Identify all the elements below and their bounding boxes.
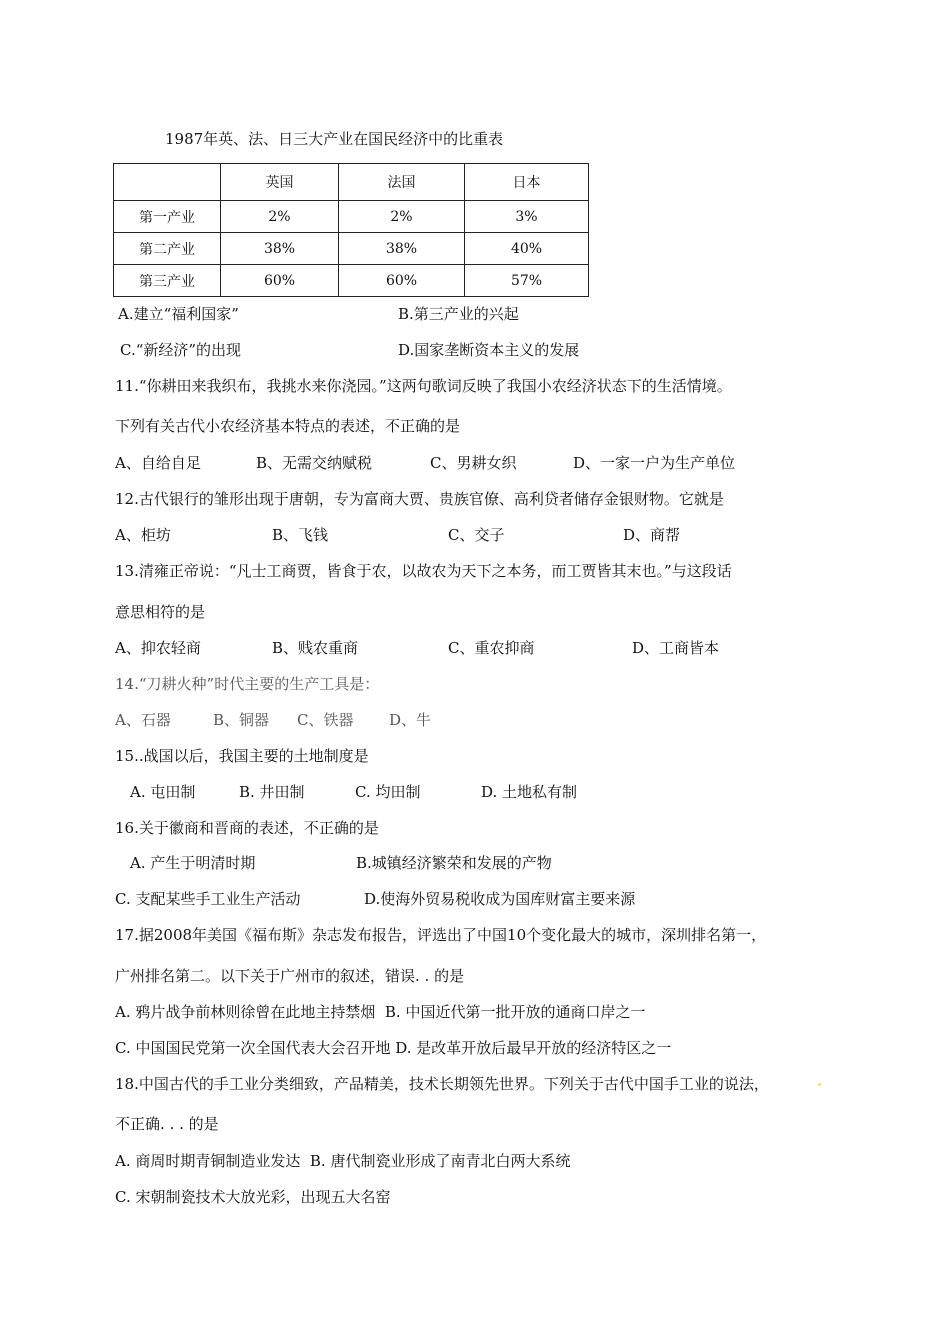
- q14-option-c: C、铁器: [297, 711, 354, 729]
- q16-option-b: B.城镇经济繁荣和发展的产物: [356, 854, 552, 872]
- table-cell: 60%: [339, 265, 465, 297]
- table-header-cell: [114, 164, 221, 201]
- q10-option-a: A.建立“福利国家”: [118, 305, 239, 323]
- q18-option-c: C. 宋朝制瓷技术大放光彩，出现五大名窑: [115, 1188, 391, 1206]
- q13-option-b: B、贱农重商: [272, 639, 359, 657]
- q14-option-a: A、石器: [115, 711, 171, 729]
- q11-option-a: A、自给自足: [115, 454, 201, 472]
- q17-options-ab: A. 鸦片战争前林则徐曾在此地主持禁烟 B. 中国近代第一批开放的通商口岸之一: [115, 1003, 646, 1021]
- table-row: [114, 233, 589, 265]
- q16-option-c: C. 支配某些手工业生产活动: [115, 890, 301, 908]
- q12-option-d: D、商帮: [623, 526, 681, 544]
- table-cell: 57%: [465, 265, 589, 297]
- q14-option-d: D、牛: [389, 711, 432, 729]
- q16-stem-line1: 16.关于徽商和晋商的表述，不正确的是: [115, 819, 379, 837]
- table-header-row: [114, 164, 589, 201]
- q12-option-a: A、柜坊: [115, 526, 171, 544]
- q15-option-a: A. 屯田制: [130, 783, 196, 801]
- q11-stem-line1: 11.“你耕田来我织布，我挑水来你浇园。”这两句歌词反映了我国小农经济状态下的生活情境。: [115, 377, 732, 395]
- q14-stem-line1: 14.“刀耕火种”时代主要的生产工具是：: [115, 675, 380, 693]
- q13-option-c: C、重农抑商: [448, 639, 535, 657]
- table-header-cell: 法国: [339, 164, 465, 201]
- table-header-cell: 英国: [221, 164, 339, 201]
- table-cell: 3%: [465, 201, 589, 233]
- q18-options-ab: A. 商周时期青铜制造业发达 B. 唐代制瓷业形成了南青北白两大系统: [115, 1152, 571, 1170]
- q15-option-b: B. 井田制: [239, 783, 305, 801]
- table-cell: 38%: [339, 233, 465, 265]
- table-cell: 2%: [221, 201, 339, 233]
- q13-stem-line2: 意思相符的是: [115, 603, 206, 621]
- q17-options-cd: C. 中国国民党第一次全国代表大会召开地 D. 是改革开放后最早开放的经济特区之一: [115, 1039, 672, 1057]
- q15-option-c: C. 均田制: [355, 783, 421, 801]
- q13-stem-line1: 13.清雍正帝说：“凡士工商贾，皆食于农，以故农为天下之本务，而工贾皆其末也。”与这段话: [115, 562, 732, 580]
- table-cell: 40%: [465, 233, 589, 265]
- q18-stem-line1: 18.中国古代的手工业分类细致，产品精美，技术长期领先世界。下列关于古代中国手工业的说法，: [115, 1075, 769, 1093]
- q14-option-b: B、铜器: [213, 711, 270, 729]
- table-row: [114, 201, 589, 233]
- table-title: 1987年英、法、日三大产业在国民经济中的比重表: [165, 130, 504, 148]
- table-cell: 2%: [339, 201, 465, 233]
- q12-option-b: B、飞钱: [272, 526, 329, 544]
- q11-stem-line2: 下列有关古代小农经济基本特点的表述，不正确的是: [115, 417, 461, 435]
- q17-stem-line2: 广州排名第二。以下关于广州市的叙述，错误. . 的是: [115, 967, 465, 985]
- q16-option-d: D.使海外贸易税收成为国库财富主要来源: [364, 890, 636, 908]
- q11-option-d: D、一家一户为生产单位: [573, 454, 736, 472]
- q11-option-c: C、男耕女织: [430, 454, 517, 472]
- q16-option-a: A. 产生于明清时期: [130, 854, 256, 872]
- q17-stem-line1: 17.据2008年美国《福布斯》杂志发布报告，评选出了中国10个变化最大的城市，深圳排名第一，: [115, 926, 767, 944]
- table-cell: 60%: [221, 265, 339, 297]
- q12-stem-line1: 12.古代银行的雏形出现于唐朝，专为富商大贾、贵族官僚、高利贷者储存金银财物。它就是: [115, 490, 724, 508]
- table-cell: 第一产业: [114, 201, 221, 233]
- table-cell: 第二产业: [114, 233, 221, 265]
- q10-option-d: D.国家垄断资本主义的发展: [398, 341, 580, 359]
- q18-stem-line2: 不正确. . . 的是: [115, 1115, 219, 1133]
- table-cell: 38%: [221, 233, 339, 265]
- q11-option-b: B、无需交纳赋税: [256, 454, 373, 472]
- q15-option-d: D. 土地私有制: [481, 783, 578, 801]
- industry-share-table: [113, 163, 589, 297]
- q13-option-d: D、工商皆本: [632, 639, 720, 657]
- q10-option-c: C.“新经济”的出现: [120, 341, 242, 359]
- table-cell: 第三产业: [114, 265, 221, 297]
- q10-option-b: B.第三产业的兴起: [398, 305, 519, 323]
- q13-option-a: A、抑农轻商: [115, 639, 201, 657]
- decorative-dot: [818, 1083, 821, 1086]
- q15-stem-line1: 15..战国以后，我国主要的土地制度是: [115, 747, 369, 765]
- table-header-cell: 日本: [465, 164, 589, 201]
- table-row: [114, 265, 589, 297]
- q12-option-c: C、交子: [448, 526, 505, 544]
